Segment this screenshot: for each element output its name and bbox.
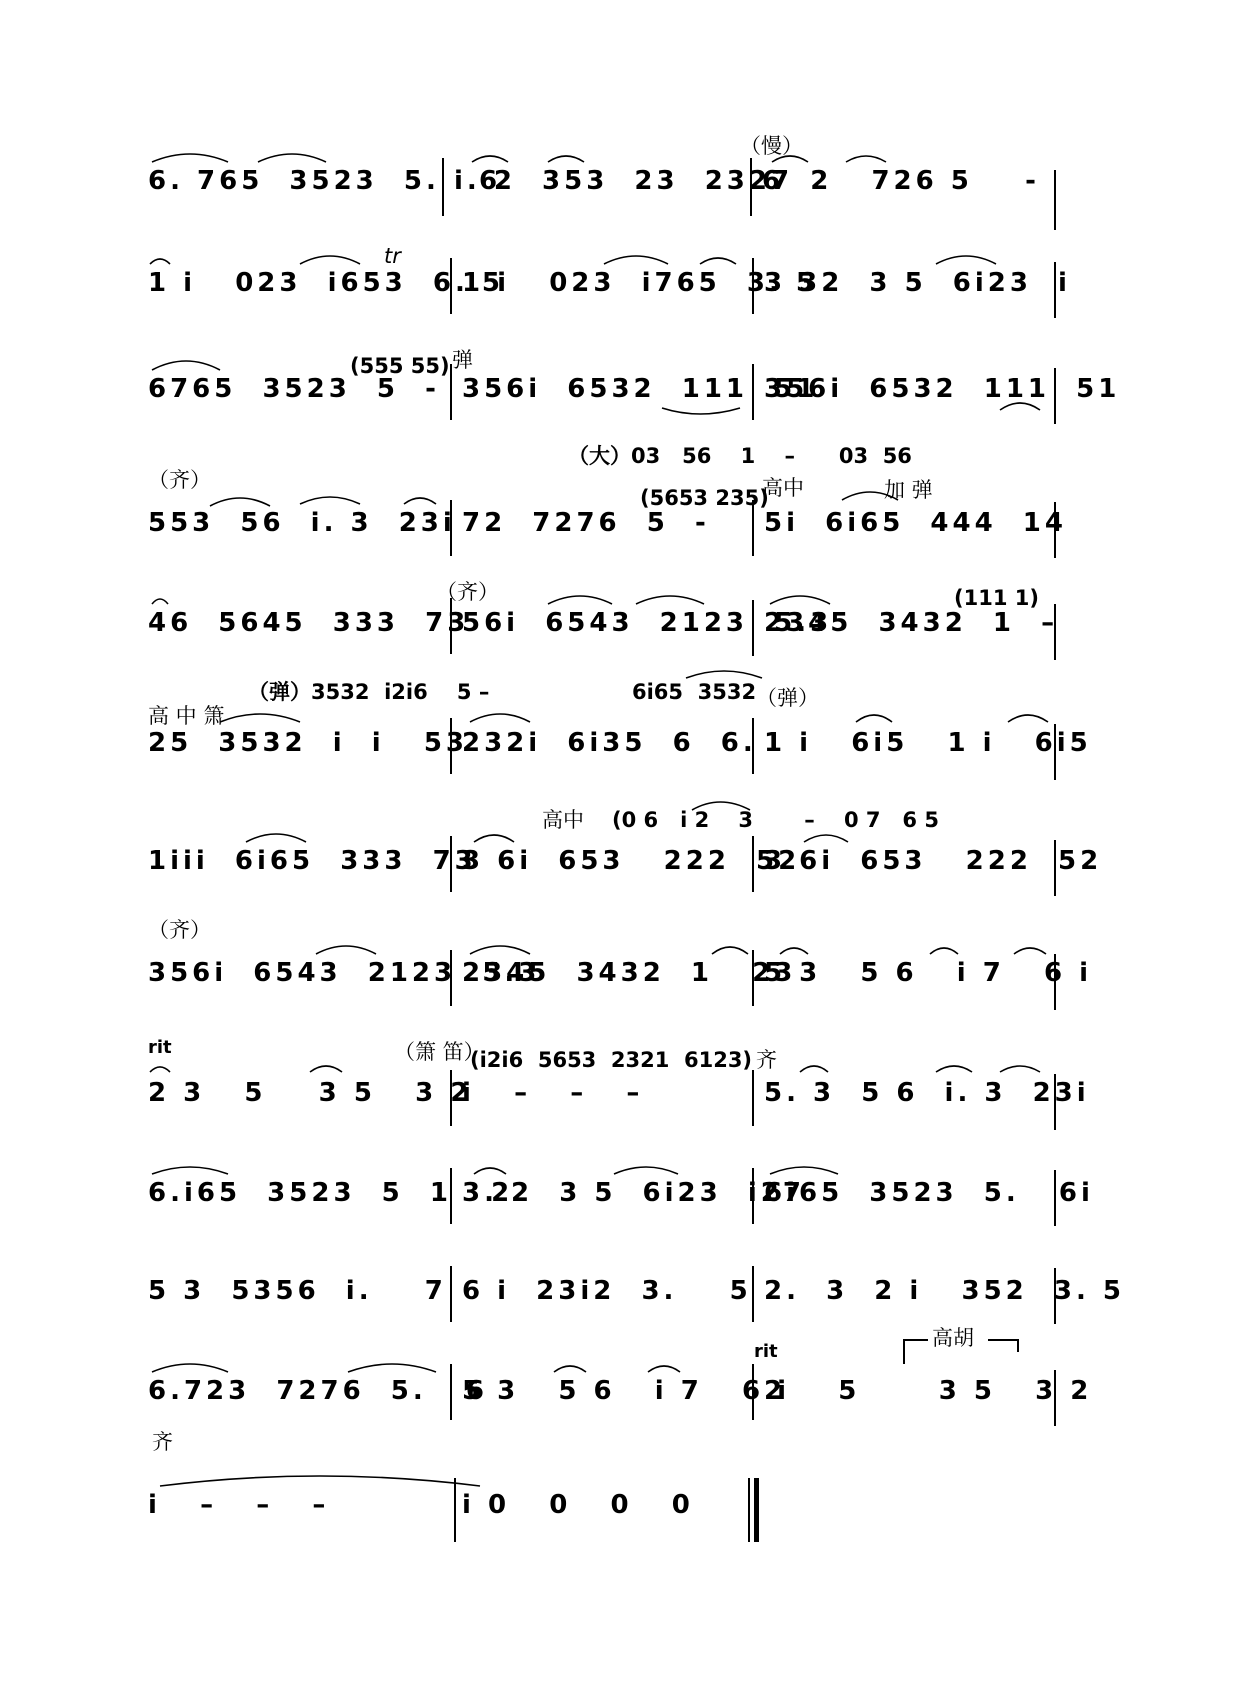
annotation: rit xyxy=(754,1341,778,1362)
annotation: 高 中 箫 xyxy=(148,704,225,728)
barline xyxy=(752,718,754,774)
final-barline-thick xyxy=(754,1478,759,1542)
annotation: 弹 xyxy=(452,348,473,372)
barline xyxy=(1054,954,1056,1010)
measure: 356i 6543 2123 5.3 xyxy=(148,958,541,988)
barline xyxy=(450,500,452,556)
barline xyxy=(1054,262,1056,318)
barline xyxy=(750,158,752,216)
measure: 2345 3432 1 – xyxy=(764,608,1059,638)
measure: 5 3 5 6 i 7 6 i xyxy=(764,958,1093,988)
barline xyxy=(752,364,754,420)
annotation: 高胡 xyxy=(932,1326,974,1350)
annotation: (0 6 i 2 3 – 0 7 6 5 xyxy=(612,808,939,832)
annotation: （齐） xyxy=(148,918,211,942)
measure: 3. 2 3 5 6i23 i27 xyxy=(462,1178,805,1208)
barline xyxy=(752,1266,754,1322)
measure: i – – – xyxy=(148,1490,330,1520)
annotation: 加 弹 xyxy=(884,478,933,502)
measure: 3 6i 653 222 52 xyxy=(764,846,1103,876)
barline xyxy=(450,950,452,1006)
annotation: (i2i6 5653 2321 6123) xyxy=(470,1048,753,1072)
barline xyxy=(1054,502,1056,558)
measure: 3 32 3 5 6i23 i xyxy=(764,268,1071,298)
barline xyxy=(450,598,452,654)
measure: 5i 6i65 444 14 xyxy=(764,508,1067,538)
annotation: rit xyxy=(148,1037,172,1058)
barline xyxy=(450,1266,452,1322)
barline xyxy=(752,500,754,556)
measure: 6i65 3523 5. 6i xyxy=(764,1178,1094,1208)
measure: 2 5 3 5 3 2 xyxy=(764,1376,1093,1406)
measure: 2 3 5 3 5 3 2 xyxy=(148,1078,473,1108)
barline xyxy=(1054,604,1056,660)
barline xyxy=(752,1070,754,1126)
annotation: （齐） xyxy=(148,468,211,492)
measure: 2. 3 2 i 352 3. 5 xyxy=(764,1276,1125,1306)
barline xyxy=(454,1478,456,1542)
annotation: (111 1) xyxy=(954,586,1039,610)
measure: 356i 6532 111 51 xyxy=(462,374,819,404)
annotation: tr xyxy=(384,244,401,268)
barline xyxy=(1054,368,1056,424)
annotation: （弹）3532 i2i6 5 – xyxy=(248,680,490,704)
barline xyxy=(450,258,452,314)
annotation: 齐 xyxy=(152,1430,173,1454)
measure: 25 3532 i i 53 xyxy=(148,728,469,758)
measure: 356i 6532 111 51 xyxy=(764,374,1121,404)
barline xyxy=(450,1070,452,1126)
measure: 3 6i 653 222 52 xyxy=(462,846,801,876)
annotation: （箫 笛） xyxy=(394,1040,485,1064)
annotation: （齐） xyxy=(436,580,499,604)
measure: 1iii 6i65 333 73 xyxy=(148,846,477,876)
measure: 232i 6i35 6 6. xyxy=(462,728,757,758)
barline xyxy=(752,258,754,314)
annotation: 高中 xyxy=(542,808,584,832)
barline xyxy=(450,718,452,774)
barline xyxy=(752,1364,754,1420)
barline xyxy=(752,1168,754,1224)
measure: 56i 6543 2123 5.3 xyxy=(462,608,833,638)
barline xyxy=(752,836,754,892)
measure: 5 3 5 6 i 7 6 i xyxy=(462,1376,791,1406)
measure: i. 2 353 23 2327 xyxy=(454,166,794,196)
barline xyxy=(450,1364,452,1420)
annotation: （大）03 56 1 – 03 56 xyxy=(568,444,912,468)
barline xyxy=(450,1168,452,1224)
measure: 6765 3523 5 - xyxy=(148,374,440,404)
measure: 1 i 023 i765 3. 5 xyxy=(462,268,818,298)
barline xyxy=(1054,840,1056,896)
barline xyxy=(1054,1268,1056,1324)
annotation: (5653 235) xyxy=(640,486,769,510)
barline xyxy=(752,950,754,1006)
barline xyxy=(1054,170,1056,230)
barline xyxy=(752,600,754,656)
barline xyxy=(450,364,452,420)
annotation: 高中 xyxy=(762,476,804,500)
annotation: （弹） xyxy=(756,686,819,710)
final-barline-thin xyxy=(748,1478,750,1542)
barline xyxy=(450,836,452,892)
annotation: 6i65 3532 xyxy=(632,680,757,704)
annotation: (555 55) xyxy=(350,354,450,378)
measure: 1 i 023 i653 6. 5 xyxy=(148,268,504,298)
measure: 1 i 6i5 1 i 6i5 xyxy=(764,728,1092,758)
measure: 5. 3 5 6 i. 3 23i xyxy=(764,1078,1090,1108)
measure: i 0 0 0 0 xyxy=(462,1490,694,1520)
barline xyxy=(1054,724,1056,780)
annotation: （慢） xyxy=(740,134,803,158)
measure: 6. 765 3523 5. 6 xyxy=(148,166,502,196)
measure: 553 56 i. 3 23i xyxy=(148,508,456,538)
measure: 2345 3432 1 23 xyxy=(462,958,797,988)
barline xyxy=(1054,1170,1056,1226)
measure: 6.723 7276 5. 6 xyxy=(148,1376,489,1406)
measure: 6.i65 3523 5 1 2 xyxy=(148,1178,514,1208)
measure: 6 i 23i2 3. 5 xyxy=(462,1276,752,1306)
barline xyxy=(1054,1074,1056,1130)
measure: 72 7276 5 - xyxy=(462,508,710,538)
measure: 46 5645 333 73 xyxy=(148,608,470,638)
measure: 5 3 5356 i. 7 xyxy=(148,1276,447,1306)
measure: 6 2 726 5 - xyxy=(762,166,1040,196)
barline xyxy=(442,158,444,216)
measure: i – – – xyxy=(462,1078,644,1108)
barline xyxy=(1054,1370,1056,1426)
annotation: 齐 xyxy=(756,1048,777,1072)
